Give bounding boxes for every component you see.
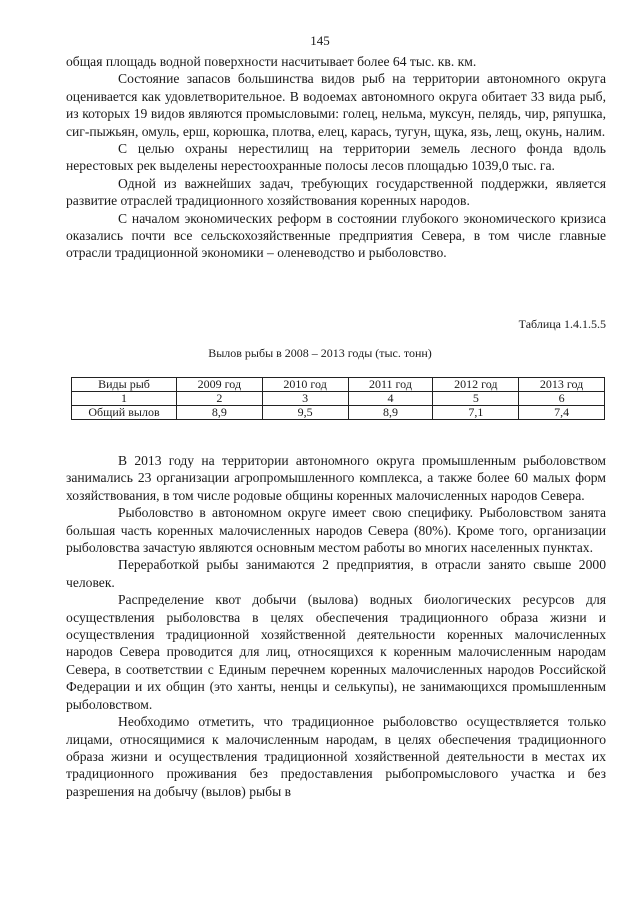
table-cell: 4 [348,392,433,406]
text-block-bottom [66,452,606,800]
table-header-cell: 2010 год [262,378,348,392]
table-cell: 9,5 [262,406,348,420]
text-block-top [66,53,606,262]
paragraph: общая площадь водной поверхности насчитывает более 64 тыс. кв. км. [66,54,477,69]
page-number: 145 [310,33,330,48]
table-header-cell: 2012 год [433,378,519,392]
paragraph: Рыболовство в автономном округе имеет свою специфику. Рыболовством занята большая часть коренных малочисленных народов Севера (80%). Кроме того, организации рыболовства зачастую являются основным местом работы во многих населенных пунктах. [66,505,606,556]
table-cell: 1 [72,392,177,406]
table-cell: 2 [177,392,263,406]
fish-catch-table [71,377,605,420]
table-header-cell: Виды рыб [72,378,177,392]
table-row [72,392,605,406]
paragraph: Переработкой рыбы занимаются 2 предприятия, в отрасли занято свыше 2000 человек. [66,557,606,590]
table-header-cell: 2013 год [519,378,605,392]
table-caption: Таблица 1.4.1.5.5 [518,317,606,331]
table-cell: 5 [433,392,519,406]
table-row [72,406,605,420]
paragraph: Необходимо отметить, что традиционное рыболовство осуществляется только лицами, относящимися к малочисленным народам, в целях обеспечения традиционного образа жизни и осуществления традиционной хозяйственной деятельности в местах их традиционного проживания без предоставления рыбопромыслового участка и без разрешения на добычу (вылов) рыбы в [66,714,606,799]
paragraph: С началом экономических реформ в состоянии глубокого экономического кризиса оказались почти все сельскохозяйственные предприятия Севера, в том числе главные отрасли традиционной экономики – оленеводство и рыболовство. [66,210,606,261]
table-header-cell: 2009 год [177,378,263,392]
paragraph: В 2013 году на территории автономного округа промышленным рыболовством занимались 23 организации агропромышленного комплекса, а также более 60 малых форм хозяйствования, в том числе родовые общины коренных малочисленных народов Севера. [66,453,606,503]
table-header-row [72,378,605,392]
table-cell: 7,4 [519,406,605,420]
table-cell: 7,1 [433,406,519,420]
table-cell: 8,9 [348,406,433,420]
paragraph: Одной из важнейших задач, требующих государственной поддержки, является развитие отраслей традиционного хозяйствования коренных народов. [66,175,606,209]
table-cell: 3 [262,392,348,406]
table-cell: 8,9 [177,406,263,420]
paragraph: С целью охраны нерестилищ на территории земель лесного фонда вдоль нерестовых рек выделены нерестоохранные полосы лесов площадью 1039,0 тыс. га. [66,141,606,174]
table-cell: 6 [519,392,605,406]
paragraph: Состояние запасов большинства видов рыб на территории автономного округа оценивается как удовлетворительное. В водоемах автономного округа обитает 33 вида рыб, из которых 19 видов являются промысловыми: голец, нельма, муксун, пелядь, чир, ряпушка, сиг-пыжьян, омуль, ерш, корюшка, плотва, елец, карась, тугун, щука, язь, лещ, окунь, налим. [66,71,606,139]
paragraph: Распределение квот добычи (вылова) водных биологических ресурсов для осуществления рыболовства в целях обеспечения традиционного образа жизни и осуществления традиционной хозяйственной деятельности коренных малочисленных народов Севера проводится для лиц, относящихся к коренным малочисленным народам Севера, в соответствии с Единым перечнем коренных малочисленных народов Российской Федерации и их общин (это ханты, ненцы и селькупы), не занимающихся промышленным рыболовством. [66,592,606,712]
table-title: Вылов рыбы в 2008 – 2013 годы (тыс. тонн) [208,346,432,360]
table-cell: Общий вылов [72,406,177,420]
table-header-cell: 2011 год [348,378,433,392]
